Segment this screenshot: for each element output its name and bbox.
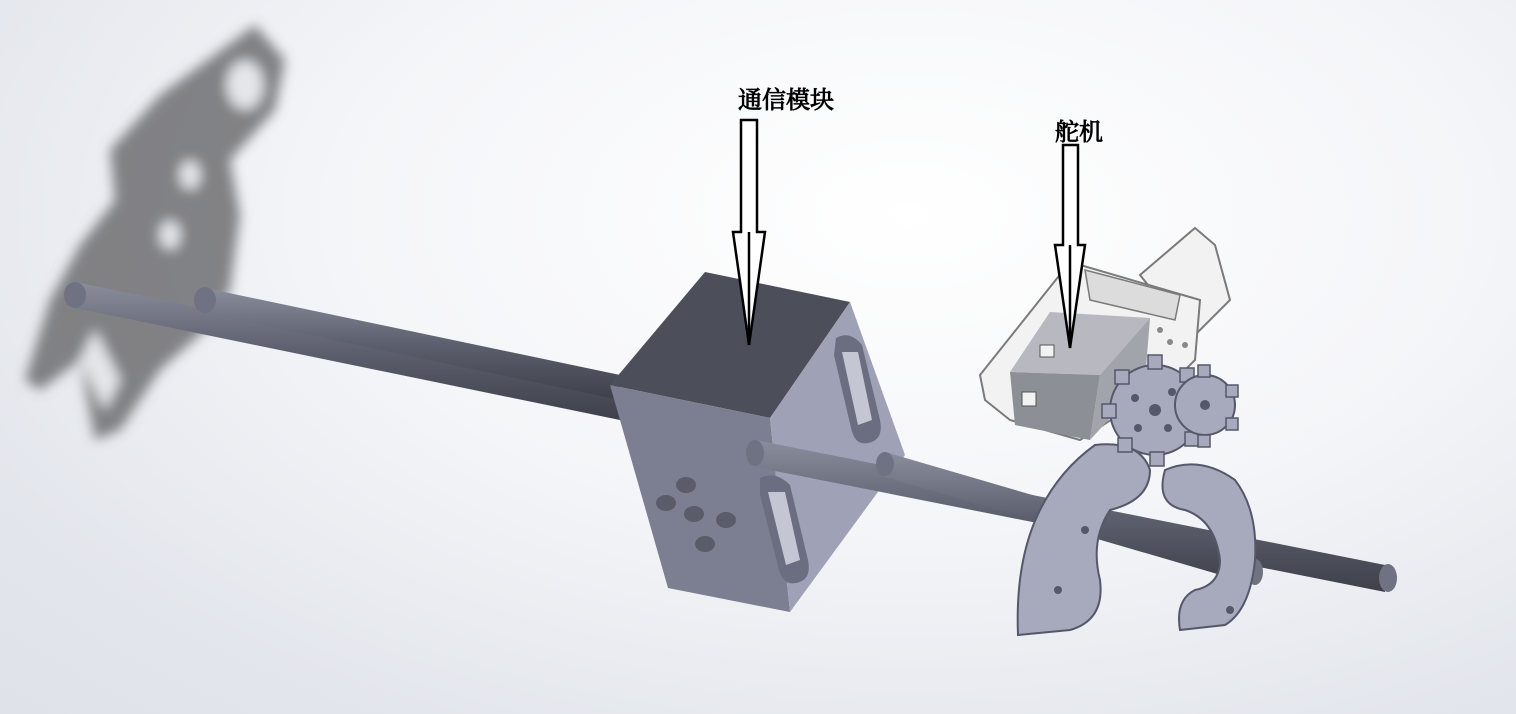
background-shadow bbox=[25, 25, 285, 440]
comm-module-label: 通信模块 bbox=[738, 86, 834, 114]
servo-label: 舵机 bbox=[1055, 118, 1103, 146]
